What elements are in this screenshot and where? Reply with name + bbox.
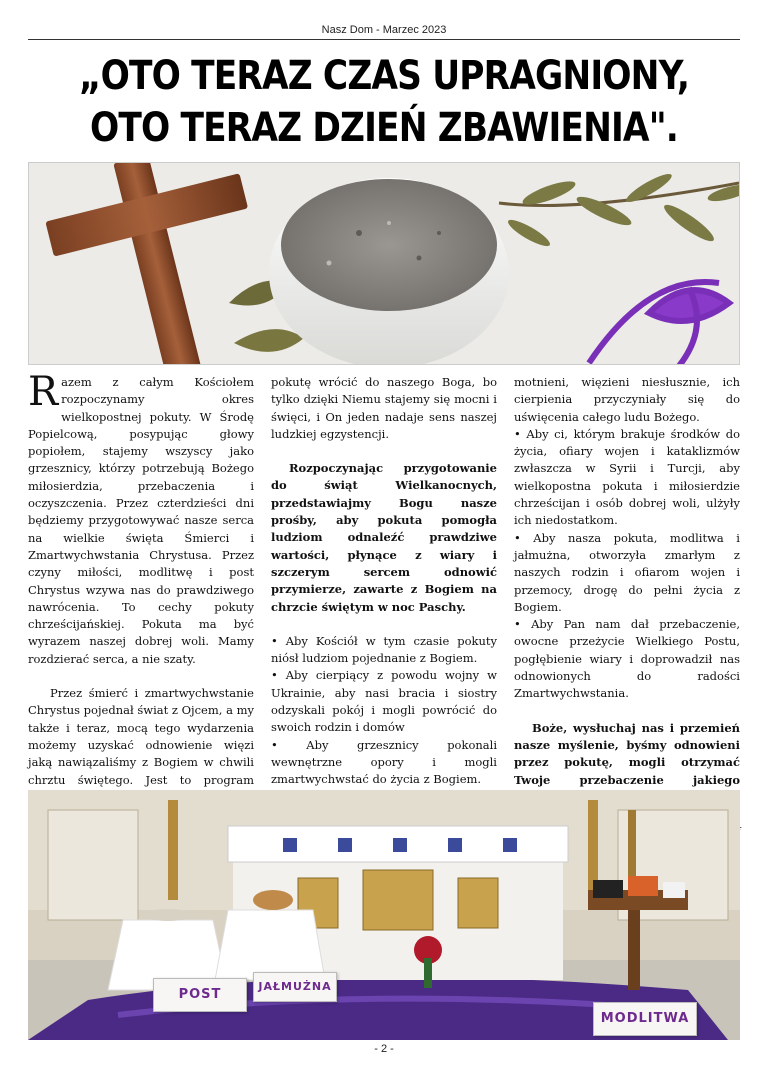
title-line-2: OTO TERAZ DZIEŃ ZBAWIENIA". [90, 105, 678, 151]
intention-item: • Aby grzesznicy pokonali wewnętrzne opory i mogli zmartwychwstać do życia z Bogiem. [271, 737, 497, 787]
intention-item: • Aby cierpiący z powodu wojny w Ukrainie, aby nasi bracia i siostry odzyskali pokój i mogli powrócić do swoich rodzin i domów [271, 668, 497, 735]
intention-item: • Aby nasza pokuta, modlitwa i jałmużna, otworzyła zmarłym z naszych rodzin i ofiarom wojen i przemocy, drogę do pełni życia z Bogiem. [514, 530, 740, 614]
sign-jalmuzna: JAŁMUŻNA [253, 972, 337, 1002]
photo-cross-ashes [28, 162, 740, 365]
closing-prayer: Boże, wysłuchaj nas i przemień nasze myślenie, byśmy odnowieni przez pokutę, mogli otrzymać Twoje przebaczenie jakiego [514, 720, 740, 787]
intention-continued: motnieni, więzieni niesłusznie, ich cierpienia przyczyniały się do uświęcenia całego ludu Bożego. [514, 375, 740, 424]
sign-modlitwa: MODLITWA [593, 1002, 697, 1036]
bowl-of-ashes [269, 178, 509, 365]
sign-post: POST [153, 978, 247, 1012]
page-number: - 2 - [374, 1043, 394, 1055]
intention-item: • Aby Kościół w tym czasie pokuty niósł ludziom pojednanie z Bogiem. [271, 633, 497, 666]
intention-item: • Aby ci, którym brakuje środków do życia, ofiary wojen i kataklizmów zwłaszcza w Syrii i Turcji, aby wielkopostna pokuta i miłosierdzie chrześcijan i osób dobrej woli, ulżyły ich niedostatkom. [514, 426, 740, 528]
drop-cap: R [28, 369, 59, 415]
cross-ashes-illustration [29, 163, 740, 365]
header-rule [28, 39, 740, 40]
article-column-1 [28, 369, 254, 823]
title-line-1: „OTO TERAZ CZAS UPRAGNIONY, [78, 53, 690, 99]
article-column-3 [514, 374, 740, 841]
intentions-intro: Rozpoczynając przygotowanie do świąt Wielkanocnych, przedstawiajmy Bogu nasze prośby, aby pokuta pomogła ludziom odnaleźć prawdziwe wartości, płynące z wiary i szczerym sercem odnowić przymierze, zawarte z Bogiem na chrzcie świętym w noc Paschy. [271, 461, 497, 614]
paragraph-3: pokutę wrócić do naszego Boga, bo tylko dzięki Niemu stajemy się mocni i święci, i On jeden nadaje sens naszej ludzkiej egzystencji. [271, 375, 497, 441]
article-title [78, 50, 690, 154]
intention-item: • Aby Pan nam dał przebaczenie, owocne przeżycie Wielkiego Postu, pogłębienie wiary i doprowadził nas odnowionych do radości Zmartwychwstania. [514, 617, 740, 701]
paragraph-2: Przez śmierć i zmartwychwstanie Chrystus pojednał świat z Ojcem, a my także i teraz, mocą tego wydarzenia możemy uzyskać odnowienie więzi jaką nawiązaliśmy z Bogiem w chwili chrztu świętego. Jest to program [28, 686, 254, 787]
running-header: Nasz Dom - Marzec 2023 [321, 24, 447, 36]
article-column-2 [271, 374, 497, 806]
photo-altar [28, 790, 740, 1040]
intro-paragraph: Razem z całym Kościołem rozpoczynamy okres wielkopostnej pokuty. W Środę Popielcową, posypując głowy popiołem, stajemy wszyscy jako grzesznicy, którzy potrzebują Bożego miłosierdzia, przebaczenia i oczyszczenia. Przez czterdzieści dni będziemy przygotowywać nasze serca na wielkie święta Śmierci i Zmartwychwstania Chrystusa. Przez czyny miłości, modlitwę i post Chrystus wzywa nas do prawdziwego nawrócenia. To cechy pokuty chrześcijańskiej. Pokuta ma być wyrazem naszej dobrej woli. Mamy rozdzierać serca, a nie szaty. [28, 369, 254, 666]
